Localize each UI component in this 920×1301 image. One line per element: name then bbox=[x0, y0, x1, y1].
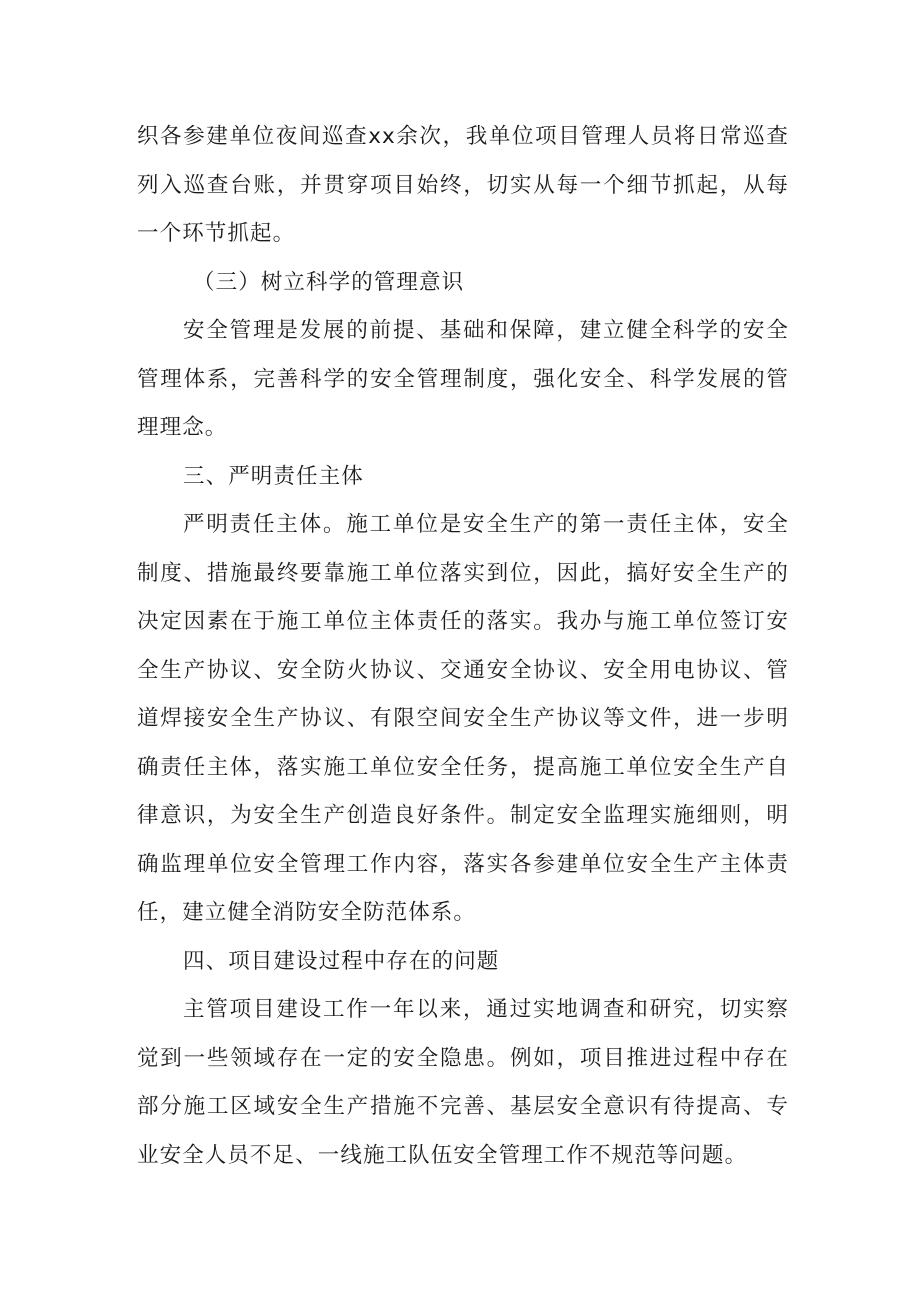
subheading-scientific-management: （三）树立科学的管理意识 bbox=[193, 269, 465, 295]
paragraph-safety-management-system: 安全管理是发展的前提、基础和保障，建立健全科学的安全管理体系，完善科学的安全管理制度，强化安全、科学发展的管理理念。 bbox=[137, 318, 789, 440]
paragraph-existing-problems: 主管项目建设工作一年以来，通过实地调查和研究，切实察觉到一些领域存在一定的安全隐患。例如，项目推进过程中存在部分施工区域安全生产措施不完善、基层安全意识有待提高、专业安全人员不足、一线施工队伍安全管理工作不规范等问题。 bbox=[137, 997, 789, 1168]
paragraph-night-patrol: 织各参建单位夜间巡查xx余次，我单位项目管理人员将日常巡查列入巡查台账，并贯穿项目始终，切实从每一个细节抓起，从每一个环节抓起。 bbox=[137, 124, 789, 246]
heading-section-four: 四、项目建设过程中存在的问题 bbox=[183, 948, 500, 974]
heading-section-three: 三、严明责任主体 bbox=[183, 463, 364, 489]
paragraph-responsibility-subject: 严明责任主体。施工单位是安全生产的第一责任主体，安全制度、措施最终要靠施工单位落实到位，因此，搞好安全生产的决定因素在于施工单位主体责任的落实。我办与施工单位签订安全生产协议、安全防火协议、交通安全协议、安全用电协议、管道焊接安全生产协议、有限空间安全生产协议等文件，进一步明确责任主体，落实施工单位安全任务，提高施工单位安全生产自律意识，为安全生产创造良好条件。制定安全监理实施细则，明确监理单位安全管理工作内容，落实各参建单位安全生产主体责任，建立健全消防安全防范体系。 bbox=[137, 512, 789, 925]
document-body bbox=[137, 113, 789, 1180]
